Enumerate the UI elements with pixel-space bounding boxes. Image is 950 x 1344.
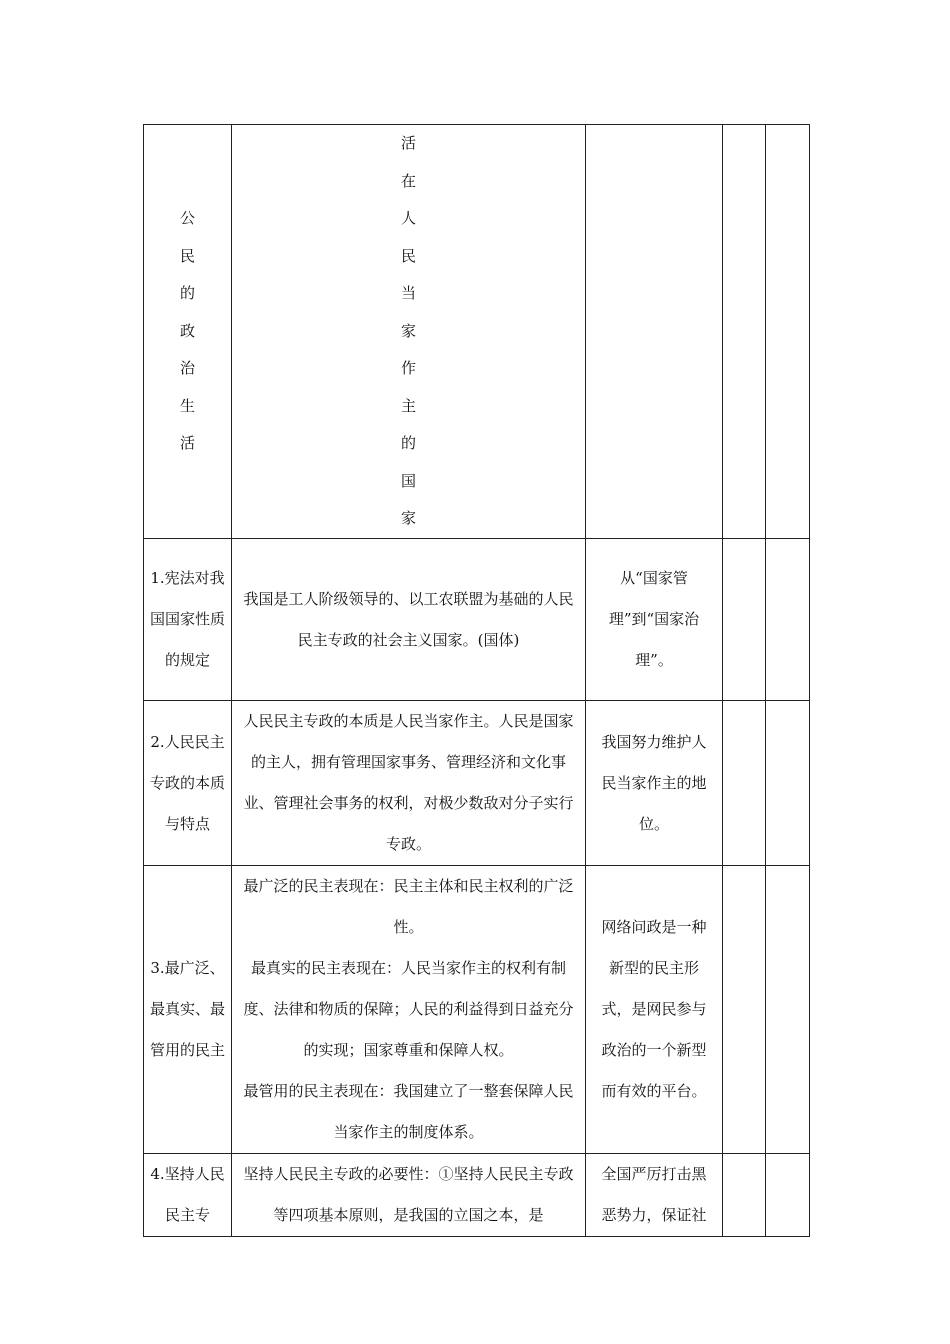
topic-text: 2.人民民主专政的本质与特点 <box>150 732 226 833</box>
example-cell <box>586 866 723 1154</box>
table-row <box>144 1154 810 1237</box>
topic-char: 公 <box>179 209 195 228</box>
table-row <box>144 866 810 1154</box>
content-cell <box>232 701 586 866</box>
blank-cell <box>723 539 766 701</box>
heading-char: 的 <box>400 434 416 452</box>
topic-text: 4.坚持人民民主专 <box>150 1165 225 1224</box>
blank-cell <box>723 866 766 1154</box>
topic-text: 3.最广泛、最真实、最管用的民主 <box>150 959 226 1059</box>
blank-cell <box>766 866 810 1154</box>
topic-char: 治 <box>179 359 195 378</box>
table-row <box>144 539 810 701</box>
content-paragraph <box>232 866 585 1153</box>
topic-cell <box>144 125 232 539</box>
blank-cell <box>766 125 810 539</box>
topic-cell <box>144 539 232 701</box>
content-cell <box>232 539 586 701</box>
heading-char: 国 <box>400 471 416 490</box>
heading-char: 在 <box>400 171 416 190</box>
topic-char: 政 <box>179 321 195 340</box>
vertical-topic <box>144 200 231 463</box>
heading-char: 活 <box>400 134 416 152</box>
heading-char: 民 <box>400 246 416 265</box>
vertical-heading <box>232 125 585 538</box>
blank-cell <box>766 539 810 701</box>
content-line: 最广泛的民主表现在：民主主体和民主权利的广泛性。 <box>243 877 574 936</box>
blank-cell <box>766 1154 810 1237</box>
topic-cell <box>144 1154 232 1237</box>
topic-cell <box>144 701 232 866</box>
topic-char: 生 <box>179 396 195 415</box>
topic-cell <box>144 866 232 1154</box>
knowledge-table <box>143 124 810 1237</box>
topic-char: 活 <box>179 434 195 453</box>
example-cell <box>586 125 723 539</box>
blank-cell <box>723 1154 766 1237</box>
blank-cell <box>766 701 810 866</box>
topic-char: 的 <box>179 284 195 303</box>
example-cell <box>586 1154 723 1237</box>
example-cell <box>586 701 723 866</box>
heading-char: 当 <box>400 284 416 302</box>
content-text: 坚持人民民主专政的必要性：①坚持人民民主专政等四项基本原则，是我国的立国之本，是 <box>243 1165 574 1224</box>
content-cell <box>232 866 586 1154</box>
heading-char: 主 <box>400 396 416 415</box>
heading-char: 家 <box>400 509 416 527</box>
content-line: 最管用的民主表现在：我国建立了一整套保障人民当家作主的制度体系。 <box>243 1082 574 1141</box>
topic-char: 民 <box>179 246 195 265</box>
content-line: 最真实的民主表现在：人民当家作主的权利有制度、法律和物质的保障；人民的利益得到日益充分的实现；国家尊重和保障人权。 <box>243 959 574 1059</box>
blank-cell <box>723 125 766 539</box>
content-text: 我国是工人阶级领导的、以工农联盟为基础的人民民主专政的社会主义国家。(国体) <box>243 589 574 649</box>
content-cell <box>232 1154 586 1237</box>
table-row <box>144 701 810 866</box>
table-row <box>144 125 810 539</box>
content-text: 人民民主专政的本质是人民当家作主。人民是国家的主人，拥有管理国家事务、管理经济和文化事业、管理社会事务的权利，对极少数敌对分子实行专政。 <box>243 712 574 853</box>
heading-char: 人 <box>400 209 416 227</box>
content-cell <box>232 125 586 539</box>
blank-cell <box>723 701 766 866</box>
example-text: 网络问政是一种新型的民主形式，是网民参与政治的一个新型而有效的平台。 <box>601 918 707 1100</box>
topic-text: 1.宪法对我国国家性质的规定 <box>150 569 226 669</box>
example-cell <box>586 539 723 701</box>
heading-char: 作 <box>400 359 416 377</box>
example-text: 全国严厉打击黑恶势力，保证社 <box>601 1165 707 1224</box>
example-text: 从“国家管理”到“国家治理”。 <box>608 569 700 669</box>
example-text: 我国努力维护人民当家作主的地位。 <box>601 732 707 833</box>
heading-char: 家 <box>400 321 416 340</box>
